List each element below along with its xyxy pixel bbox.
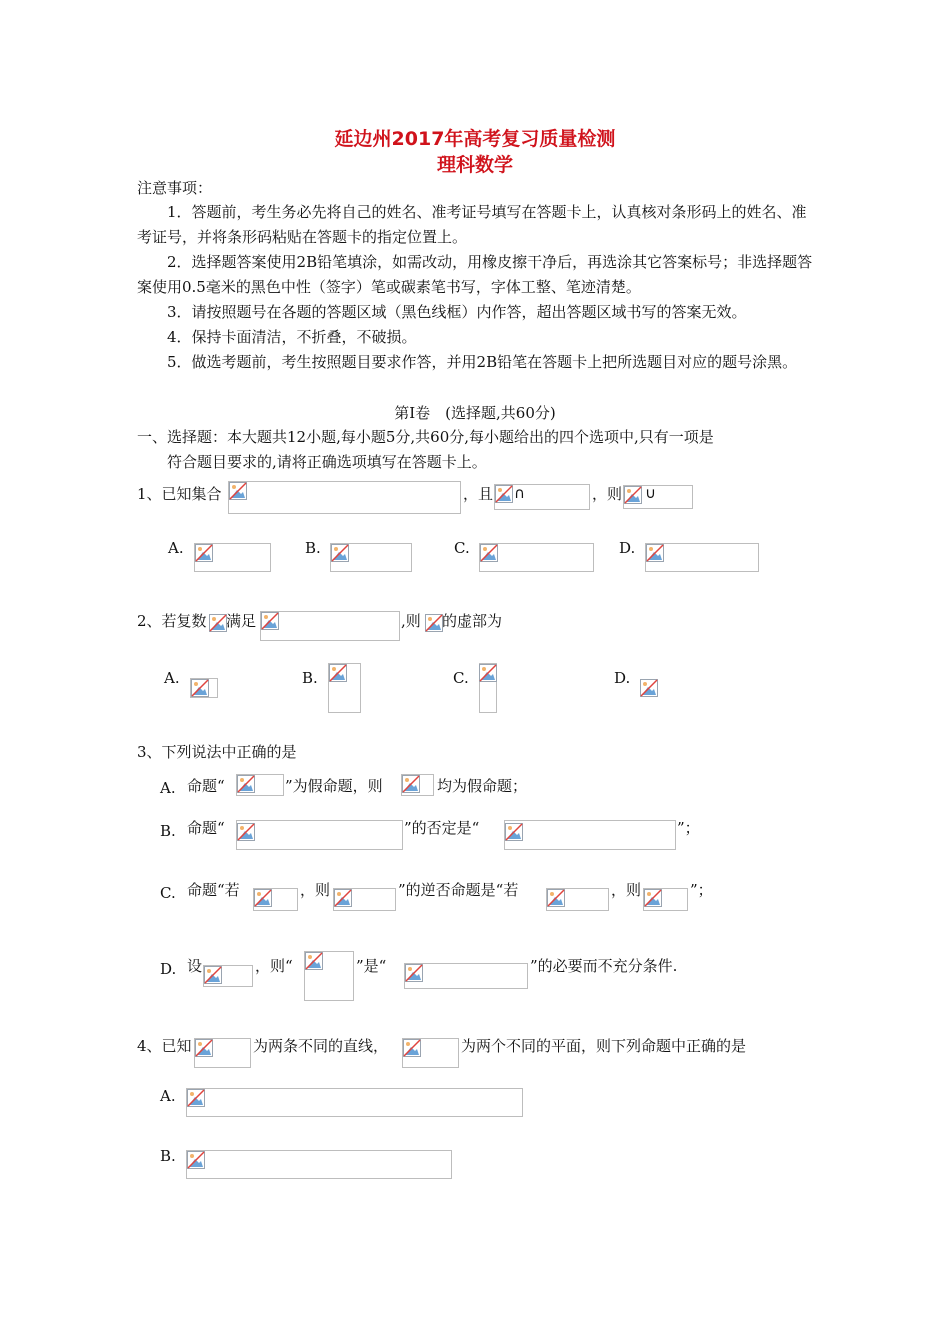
q2-option-D-label: D. [614,669,631,687]
q1-cup-symbol: ∪ [645,484,656,502]
q3-C-text-3: ”的逆否命题是“若 [398,881,519,899]
q3-A-text-2: ”为假命题，则 [285,777,383,795]
q1-text-c: ，则 [592,485,623,503]
q1-text-a: 1、已知集合 [137,485,222,503]
broken-image-icon [195,544,213,562]
q3-B-text-2: ”的否定是“ [404,819,480,837]
notice-1: 1．答题前，考生务必先将自己的姓名、准考证号填写在答题卡上，认真核对条形码上的姓名、准考证号，并将条形码粘贴在答题卡的指定位置上。 [137,203,807,246]
q1-text-b: ，且 [463,485,494,503]
broken-image-icon [334,889,352,907]
broken-image-icon [403,1039,421,1057]
broken-image-icon [425,614,443,632]
q3-B-text-1: 命题“ [187,819,225,837]
q1-cap-symbol: ∩ [514,484,525,502]
broken-image-icon [204,966,222,984]
section-instruction-line-1: 一、选择题：本大题共12小题,每小题5分,共60分,每小题给出的四个选项中,只有一项是 [137,428,714,446]
broken-image-icon [261,612,279,630]
formula-image-box [228,481,461,514]
broken-image-icon [331,544,349,562]
notice-3: 3．请按照题号在各题的答题区域（黑色线框）内作答，超出答题区域书写的答案无效。 [167,303,747,321]
q3-A-text-3: 均为假命题； [437,777,528,795]
broken-image-icon [547,889,565,907]
formula-image-box [186,1088,523,1117]
broken-image-icon [187,1151,205,1169]
notice-2: 2．选择题答案使用2B铅笔填涂，如需改动，用橡皮擦干净后，再选涂其它答案标号；非选择题答案使用0.5毫米的黑色中性（签字）笔或碳素笔书写，字体工整、笔迹清楚。 [137,253,813,296]
q3-option-D-label: D. [160,960,177,978]
q1-option-B-label: B. [305,539,321,557]
q4-text-c: 为两个不同的平面，则下列命题中正确的是 [461,1037,747,1055]
broken-image-icon [209,614,227,632]
q3-D-text-2: ，则“ [255,957,293,975]
broken-image-icon [402,775,420,793]
q2-option-C-label: C. [453,669,469,687]
q2-text-b: 满足 [226,612,257,630]
broken-image-icon [480,544,498,562]
notice-heading: 注意事项： [137,179,213,197]
q4-text-a: 4、已知 [137,1037,192,1055]
broken-image-icon [646,544,664,562]
q3-C-text-1: 命题“若 [187,881,240,899]
broken-image-icon [505,823,523,841]
formula-image-box [504,820,676,850]
broken-image-icon [229,482,247,500]
q3-A-text-1: 命题“ [187,777,225,795]
q3-C-text-2: ，则 [300,881,331,899]
broken-image-icon [644,889,662,907]
q3-C-text-5: ”； [690,881,713,899]
broken-image-icon [329,664,347,682]
broken-image-icon [405,964,423,982]
broken-image-icon [237,823,255,841]
q3-option-C-label: C. [160,884,176,902]
section-instruction-line-2: 符合题目要求的,请将正确选项填写在答题卡上。 [167,453,487,471]
q4-option-A-label: A. [160,1087,176,1105]
formula-image-box [236,820,403,850]
exam-title: 延边州2017年高考复习质量检测 [334,128,616,150]
formula-image-box [186,1150,452,1179]
q3-C-text-4: ，则 [611,881,642,899]
broken-image-icon [495,485,513,503]
exam-subtitle: 理科数学 [436,154,513,176]
notice-5: 5．做选考题前，考生按照题目要求作答，并用2B铅笔在答题卡上把所选题目对应的题号涂黑。 [167,353,798,371]
q2-option-A-label: A. [164,669,180,687]
q4-text-b: 为两条不同的直线， [253,1037,389,1055]
section-heading: 第Ⅰ卷 (选择题,共60分) [394,404,556,422]
q3-stem: 3、下列说法中正确的是 [137,743,297,761]
q3-option-A-label: A. [160,779,176,797]
broken-image-icon [479,664,497,682]
broken-image-icon [254,889,272,907]
broken-image-icon [305,952,323,970]
q3-D-text-3: ”是“ [356,957,387,975]
broken-image-icon [195,1039,213,1057]
q2-text-d: 的虚部为 [442,612,503,630]
broken-image-icon [237,775,255,793]
broken-image-icon [640,679,658,697]
q3-B-text-3: ”； [677,819,700,837]
q1-option-A-label: A. [168,539,184,557]
notice-4: 4．保持卡面清洁，不折叠，不破损。 [167,328,417,346]
q3-D-text-1: 设 [187,957,203,975]
q4-option-B-label: B. [160,1147,176,1165]
broken-image-icon [191,679,209,697]
formula-image-box [260,611,400,641]
q1-option-C-label: C. [454,539,470,557]
q3-D-text-4: ”的必要而不充分条件. [530,957,678,975]
q1-option-D-label: D. [619,539,636,557]
broken-image-icon [624,486,642,504]
q2-text-a: 2、若复数 [137,612,207,630]
q2-option-B-label: B. [302,669,318,687]
q3-option-B-label: B. [160,822,176,840]
q2-text-c: ,则 [401,612,421,630]
broken-image-icon [187,1089,205,1107]
